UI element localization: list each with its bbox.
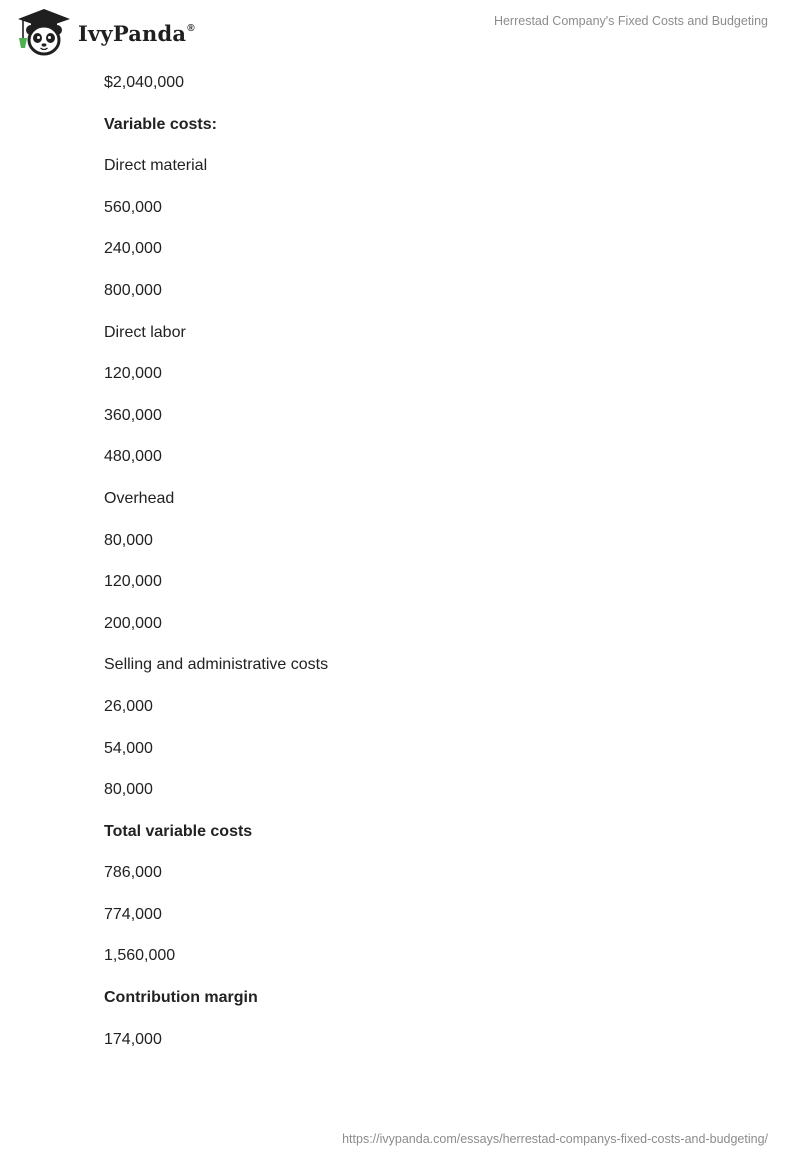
logo-registered-mark: ® xyxy=(187,22,195,34)
text-line: 120,000 xyxy=(104,573,162,591)
text-line: 240,000 xyxy=(104,240,162,258)
section-heading: Contribution margin xyxy=(104,989,258,1007)
page-header xyxy=(0,0,800,60)
text-line: 80,000 xyxy=(104,531,153,549)
text-line: 360,000 xyxy=(104,406,162,424)
text-line: 200,000 xyxy=(104,614,162,632)
footer-url[interactable]: https://ivypanda.com/essays/herrestad-companys-fixed-costs-and-budgeting/ xyxy=(342,1132,768,1146)
text-line: 786,000 xyxy=(104,864,162,882)
text-line: 774,000 xyxy=(104,905,162,923)
text-line: 174,000 xyxy=(104,1030,162,1048)
text-line: 480,000 xyxy=(104,448,162,466)
document-title: Herrestad Company's Fixed Costs and Budgeting xyxy=(493,14,768,28)
ivypanda-logo[interactable] xyxy=(14,7,195,57)
text-line: Overhead xyxy=(104,489,175,507)
text-line: Direct labor xyxy=(104,323,186,341)
text-line: Direct material xyxy=(104,157,208,175)
text-line: 1,560,000 xyxy=(104,947,176,965)
section-heading: Total variable costs xyxy=(104,822,253,840)
logo-name: IvyPanda xyxy=(78,20,187,46)
text-line: 120,000 xyxy=(104,365,162,383)
text-line: Selling and administrative costs xyxy=(104,656,329,674)
logo-wordmark xyxy=(78,21,195,46)
section-heading: Variable costs: xyxy=(104,115,217,133)
text-line: 80,000 xyxy=(104,781,153,799)
text-line: $2,040,000 xyxy=(104,74,185,91)
document-body xyxy=(104,67,754,1065)
text-line: 560,000 xyxy=(104,198,162,216)
panda-graduate-icon xyxy=(14,7,74,57)
text-line: 26,000 xyxy=(104,697,153,715)
text-line: 800,000 xyxy=(104,281,162,299)
text-line: 54,000 xyxy=(104,739,153,757)
